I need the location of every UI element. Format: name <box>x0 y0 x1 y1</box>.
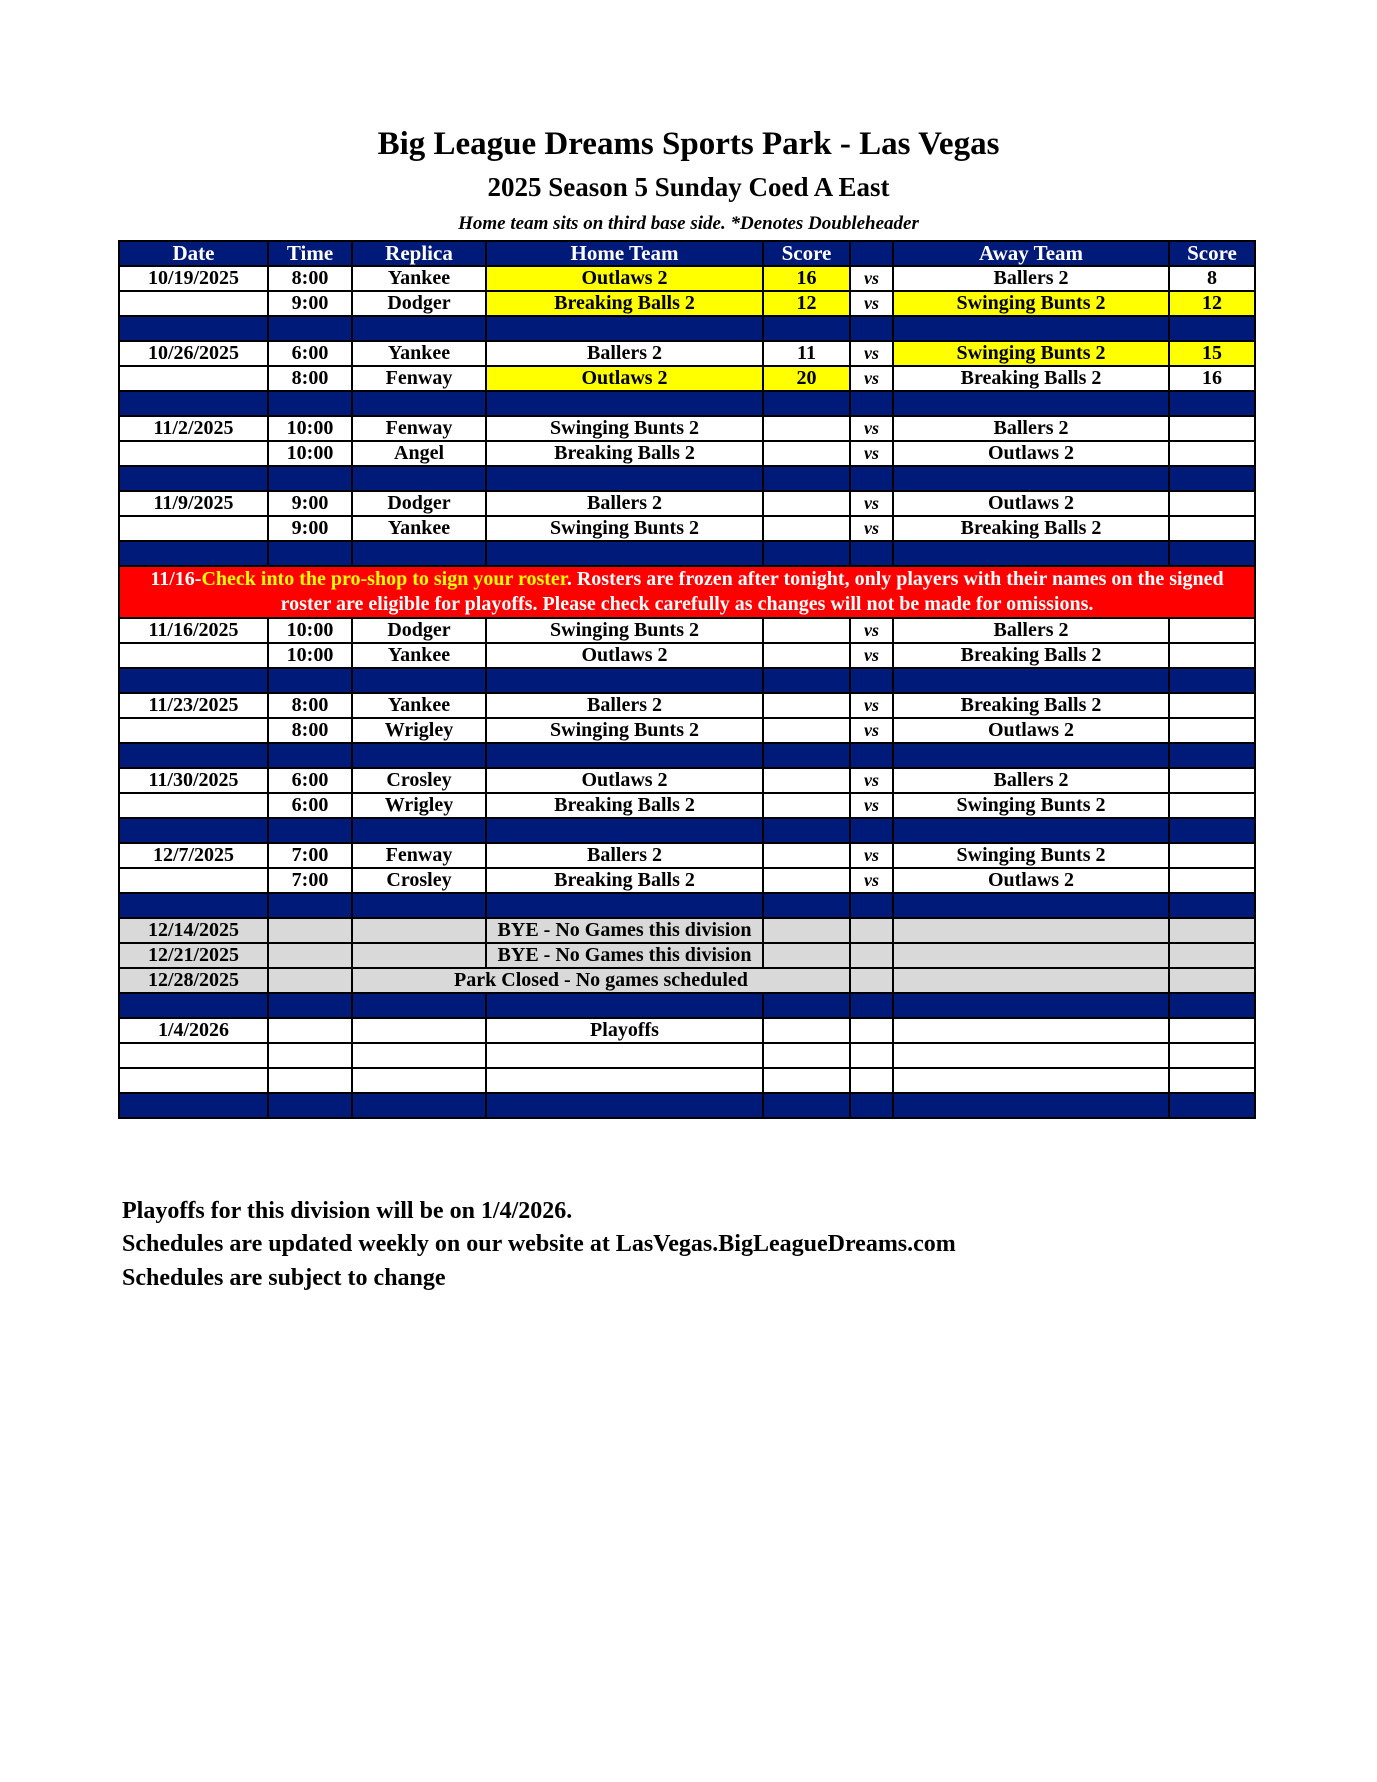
separator-row <box>119 668 1255 693</box>
table-row <box>119 291 1255 316</box>
home-team-note: Home team sits on third base side. *Denotes Doubleheader <box>458 213 919 234</box>
empty-row <box>119 1068 1255 1093</box>
vs-label: vs <box>850 693 893 718</box>
col-home-team: Home Team <box>486 241 763 266</box>
home-score <box>763 441 850 466</box>
table-row <box>119 341 1255 366</box>
home-score <box>763 491 850 516</box>
park-closed-row <box>119 968 1255 993</box>
game-date: 12/7/2025 <box>119 843 268 868</box>
table-row <box>119 366 1255 391</box>
home-score <box>763 618 850 643</box>
game-replica: Yankee <box>352 266 486 291</box>
home-score <box>763 416 850 441</box>
col-away-team: Away Team <box>893 241 1169 266</box>
table-header-row <box>119 241 1255 266</box>
away-team: Swinging Bunts 2 <box>893 291 1169 316</box>
roster-notice-row <box>119 566 1255 618</box>
game-time: 7:00 <box>268 868 352 893</box>
home-team: Ballers 2 <box>486 491 763 516</box>
game-date: 11/23/2025 <box>119 693 268 718</box>
table-row <box>119 693 1255 718</box>
game-replica: Fenway <box>352 843 486 868</box>
table-row <box>119 491 1255 516</box>
home-score: 11 <box>763 341 850 366</box>
game-date-empty <box>119 868 268 893</box>
away-score <box>1169 416 1255 441</box>
roster-notice <box>119 566 1255 618</box>
game-time: 10:00 <box>268 618 352 643</box>
home-team: Breaking Balls 2 <box>486 868 763 893</box>
game-date: 10/26/2025 <box>119 341 268 366</box>
vs-label: vs <box>850 768 893 793</box>
separator-row <box>119 541 1255 566</box>
closed-date: 12/28/2025 <box>119 968 268 993</box>
home-team: Swinging Bunts 2 <box>486 516 763 541</box>
away-score <box>1169 693 1255 718</box>
table-row <box>119 793 1255 818</box>
home-team: Outlaws 2 <box>486 768 763 793</box>
empty-row <box>119 1043 1255 1068</box>
vs-label: vs <box>850 516 893 541</box>
separator-row <box>119 818 1255 843</box>
away-score <box>1169 441 1255 466</box>
game-replica: Crosley <box>352 768 486 793</box>
separator-row <box>119 1093 1255 1118</box>
separator-row <box>119 316 1255 341</box>
table-row <box>119 618 1255 643</box>
game-date: 11/2/2025 <box>119 416 268 441</box>
home-team: Swinging Bunts 2 <box>486 618 763 643</box>
home-score: 20 <box>763 366 850 391</box>
away-team: Ballers 2 <box>893 416 1169 441</box>
away-score <box>1169 643 1255 668</box>
vs-label: vs <box>850 793 893 818</box>
separator-row <box>119 993 1255 1018</box>
game-date-empty <box>119 516 268 541</box>
game-replica: Yankee <box>352 516 486 541</box>
game-time: 8:00 <box>268 693 352 718</box>
table-row <box>119 718 1255 743</box>
playoffs-row <box>119 1018 1255 1043</box>
footer-change-note: Schedules are subject to change <box>122 1265 446 1291</box>
page-subtitle: 2025 Season 5 Sunday Coed A East <box>487 172 890 202</box>
away-team: Outlaws 2 <box>893 868 1169 893</box>
bye-row <box>119 918 1255 943</box>
away-team: Swinging Bunts 2 <box>893 341 1169 366</box>
away-team: Outlaws 2 <box>893 491 1169 516</box>
home-score <box>763 643 850 668</box>
home-team: Swinging Bunts 2 <box>486 416 763 441</box>
game-date-empty <box>119 718 268 743</box>
home-team: Outlaws 2 <box>486 266 763 291</box>
home-score <box>763 793 850 818</box>
away-team: Ballers 2 <box>893 266 1169 291</box>
notice-text: . Rosters are frozen after tonight, only players with their names on the signed roster are eligible for playoffs. Please check carefully as changes will not be made for omissions. <box>280 568 1224 615</box>
away-team: Breaking Balls 2 <box>893 366 1169 391</box>
vs-label: vs <box>850 291 893 316</box>
away-score <box>1169 516 1255 541</box>
game-time: 7:00 <box>268 843 352 868</box>
home-team: Outlaws 2 <box>486 366 763 391</box>
game-time: 10:00 <box>268 416 352 441</box>
separator-row <box>119 893 1255 918</box>
away-score <box>1169 491 1255 516</box>
footer-playoffs-note: Playoffs for this division will be on 1/4/2026. <box>122 1198 573 1224</box>
home-score <box>763 768 850 793</box>
vs-label: vs <box>850 491 893 516</box>
game-replica: Wrigley <box>352 793 486 818</box>
game-replica: Crosley <box>352 868 486 893</box>
col-vs <box>850 241 893 266</box>
away-team: Breaking Balls 2 <box>893 693 1169 718</box>
home-team: Ballers 2 <box>486 341 763 366</box>
vs-label: vs <box>850 266 893 291</box>
game-replica: Yankee <box>352 341 486 366</box>
home-score <box>763 843 850 868</box>
away-team: Outlaws 2 <box>893 441 1169 466</box>
home-team: Breaking Balls 2 <box>486 291 763 316</box>
home-score <box>763 718 850 743</box>
game-date-empty <box>119 793 268 818</box>
game-time: 6:00 <box>268 768 352 793</box>
closed-text: Park Closed - No games scheduled <box>352 968 850 993</box>
game-time: 8:00 <box>268 366 352 391</box>
page-title: Big League Dreams Sports Park - Las Vegas <box>377 126 1000 162</box>
table-row <box>119 516 1255 541</box>
home-score: 12 <box>763 291 850 316</box>
home-team: Ballers 2 <box>486 843 763 868</box>
table-row <box>119 416 1255 441</box>
game-replica: Dodger <box>352 618 486 643</box>
away-score <box>1169 843 1255 868</box>
home-team: Breaking Balls 2 <box>486 793 763 818</box>
vs-label: vs <box>850 718 893 743</box>
game-replica: Fenway <box>352 416 486 441</box>
vs-label: vs <box>850 868 893 893</box>
away-score <box>1169 718 1255 743</box>
game-time: 6:00 <box>268 793 352 818</box>
home-team: Swinging Bunts 2 <box>486 718 763 743</box>
vs-label: vs <box>850 618 893 643</box>
notice-highlight: Check into the pro-shop to sign your roster <box>201 568 567 590</box>
home-score: 16 <box>763 266 850 291</box>
game-date-empty <box>119 643 268 668</box>
away-team: Breaking Balls 2 <box>893 643 1169 668</box>
away-team: Swinging Bunts 2 <box>893 843 1169 868</box>
notice-date: 11/16- <box>150 568 202 590</box>
col-replica: Replica <box>352 241 486 266</box>
col-date: Date <box>119 241 268 266</box>
bye-text: BYE - No Games this division <box>486 918 763 943</box>
col-home-score: Score <box>763 241 850 266</box>
home-score <box>763 516 850 541</box>
game-replica: Dodger <box>352 491 486 516</box>
away-score <box>1169 868 1255 893</box>
col-time: Time <box>268 241 352 266</box>
col-away-score: Score <box>1169 241 1255 266</box>
home-team: Outlaws 2 <box>486 643 763 668</box>
away-score <box>1169 793 1255 818</box>
game-time: 10:00 <box>268 441 352 466</box>
home-team: Ballers 2 <box>486 693 763 718</box>
game-replica: Fenway <box>352 366 486 391</box>
table-row <box>119 441 1255 466</box>
away-team: Breaking Balls 2 <box>893 516 1169 541</box>
away-score: 12 <box>1169 291 1255 316</box>
game-time: 9:00 <box>268 516 352 541</box>
away-team: Ballers 2 <box>893 618 1169 643</box>
away-team: Swinging Bunts 2 <box>893 793 1169 818</box>
footer-website-note: Schedules are updated weekly on our website at LasVegas.BigLeagueDreams.com <box>122 1231 956 1257</box>
away-score <box>1169 768 1255 793</box>
away-team: Outlaws 2 <box>893 718 1169 743</box>
game-date-empty <box>119 366 268 391</box>
bye-date: 12/14/2025 <box>119 918 268 943</box>
game-replica: Yankee <box>352 693 486 718</box>
game-date: 11/30/2025 <box>119 768 268 793</box>
away-score <box>1169 618 1255 643</box>
away-score: 16 <box>1169 366 1255 391</box>
game-replica: Wrigley <box>352 718 486 743</box>
vs-label: vs <box>850 366 893 391</box>
table-row <box>119 843 1255 868</box>
table-row <box>119 868 1255 893</box>
game-date: 11/9/2025 <box>119 491 268 516</box>
separator-row <box>119 743 1255 768</box>
table-row <box>119 643 1255 668</box>
game-date: 11/16/2025 <box>119 618 268 643</box>
bye-row <box>119 943 1255 968</box>
vs-label: vs <box>850 643 893 668</box>
vs-label: vs <box>850 341 893 366</box>
bye-text: BYE - No Games this division <box>486 943 763 968</box>
game-time: 10:00 <box>268 643 352 668</box>
separator-row <box>119 391 1255 416</box>
game-date-empty <box>119 291 268 316</box>
game-date-empty <box>119 441 268 466</box>
game-time: 9:00 <box>268 291 352 316</box>
game-time: 8:00 <box>268 266 352 291</box>
game-time: 6:00 <box>268 341 352 366</box>
vs-label: vs <box>850 441 893 466</box>
table-row <box>119 768 1255 793</box>
away-score: 8 <box>1169 266 1255 291</box>
home-score <box>763 693 850 718</box>
away-team: Ballers 2 <box>893 768 1169 793</box>
playoffs-label: Playoffs <box>486 1018 763 1043</box>
vs-label: vs <box>850 843 893 868</box>
schedule-table <box>118 240 1256 1119</box>
away-score: 15 <box>1169 341 1255 366</box>
playoffs-date: 1/4/2026 <box>119 1018 268 1043</box>
game-time: 8:00 <box>268 718 352 743</box>
game-time: 9:00 <box>268 491 352 516</box>
bye-date: 12/21/2025 <box>119 943 268 968</box>
game-date: 10/19/2025 <box>119 266 268 291</box>
home-score <box>763 868 850 893</box>
separator-row <box>119 466 1255 491</box>
table-row <box>119 266 1255 291</box>
game-replica: Angel <box>352 441 486 466</box>
game-replica: Yankee <box>352 643 486 668</box>
vs-label: vs <box>850 416 893 441</box>
game-replica: Dodger <box>352 291 486 316</box>
home-team: Breaking Balls 2 <box>486 441 763 466</box>
